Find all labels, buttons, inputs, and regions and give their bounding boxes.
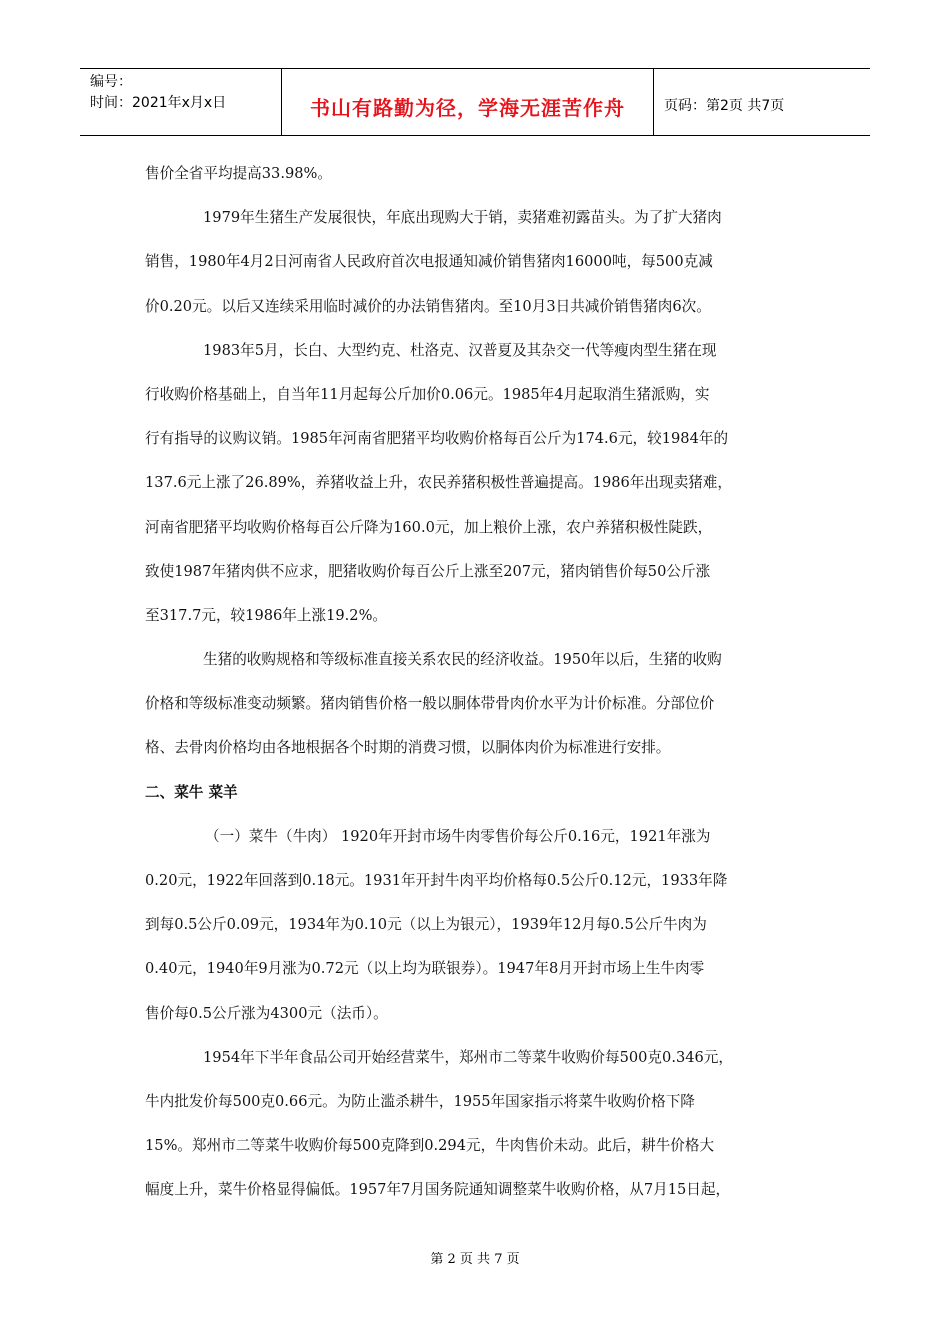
header-meta	[80, 69, 282, 135]
text-line-12: 生猪的收购规格和等级标准直接关系农民的经济收益。1950年以后，生猪的收购	[203, 651, 722, 669]
text-line-17: 0.20元，1922年回落到0.18元。1931年开封牛肉平均价格每0.5公斤0.12元，1933年降	[145, 872, 728, 889]
text-line-13: 价格和等级标准变动频繁。猪肉销售价格一般以胴体带骨肉价水平为计价标准。分部位价	[145, 695, 715, 713]
page-header	[80, 68, 870, 136]
text-line-2: 1979年生猪生产发展很快，年底出现购大于销，卖猪难初露苗头。为了扩大猪肉	[203, 209, 722, 227]
text-line-10: 致使1987年猪肉供不应求，肥猪收购价每百公斤上涨至207元，猪肉销售价每50公斤涨	[145, 562, 711, 580]
text-line-23: 15%。郑州市二等菜牛收购价每500克降到0.294元，牛肉售价未动。此后，耕牛价格大	[145, 1137, 715, 1155]
text-line-3: 销售，1980年4月2日河南省人民政府首次电报通知减价销售猪肉16000吨，每500克减	[145, 253, 713, 271]
text-line-18: 到每0.5公斤0.09元，1934年为0.10元（以上为银元），1939年12月每0.5公斤牛肉为	[145, 916, 707, 934]
document-body	[145, 152, 817, 1213]
text-line-8: 137.6元上涨了26.89%，养猪收益上升，农民养猪积极性普遍提高。1986年出现卖猪难，	[145, 474, 732, 492]
text-line-14: 格、去骨肉价格均由各地根据各个时期的消费习惯，以胴体肉价为标准进行安排。	[145, 739, 671, 757]
text-line-19: 0.40元，1940年9月涨为0.72元（以上均为联银券）。1947年8月开封市场上生牛肉零	[145, 960, 705, 978]
text-line-20: 售价每0.5公斤涨为4300元（法币）。	[145, 1004, 388, 1022]
text-line-16: （一）菜牛（牛肉） 1920年开封市场牛肉零售价每公斤0.16元，1921年涨为	[205, 827, 711, 845]
date-label: 时间：2021年x月x日	[90, 95, 227, 111]
text-line-6: 行收购价格基础上，自当年11月起每公斤加价0.06元。1985年4月起取消生猪派购，实	[145, 385, 710, 403]
header-motto: 书山有路勤为径，学海无涯苦作舟	[282, 69, 654, 135]
text-line-11: 至317.7元，较1986年上涨19.2%。	[145, 606, 388, 624]
text-line-7: 行有指导的议购议销。1985年河南省肥猪平均收购价格每百公斤为174.6元，较1984年的	[145, 430, 729, 448]
header-page-info: 页码：第2页 共7页	[664, 98, 785, 114]
number-label: 编号：	[90, 74, 132, 90]
text-line-9: 河南省肥猪平均收购价格每百公斤降为160.0元，加上粮价上涨，农户养猪积极性陡跌，	[145, 518, 713, 536]
section-heading: 二、菜牛 菜羊	[145, 783, 238, 801]
page-footer: 第 2 页 共 7 页	[430, 1252, 520, 1267]
text-line-22: 牛内批发价每500克0.66元。为防止滥杀耕牛，1955年国家指示将菜牛收购价格下降	[145, 1092, 695, 1110]
text-line-4: 价0.20元。以后又连续采用临时减价的办法销售猪肉。至10月3日共减价销售猪肉6次。	[145, 297, 711, 315]
text-line-5: 1983年5月，长白、大型约克、杜洛克、汉普夏及其杂交一代等瘦肉型生猪在现	[203, 341, 717, 359]
text-line-1: 售价全省平均提高33.98%。	[145, 165, 332, 182]
text-line-21: 1954年下半年食品公司开始经营菜牛，郑州市二等菜牛收购价每500克0.346元，	[203, 1048, 733, 1066]
text-line-24: 幅度上升，菜牛价格显得偏低。1957年7月国务院通知调整菜牛收购价格，从7月15日起，	[145, 1181, 731, 1199]
